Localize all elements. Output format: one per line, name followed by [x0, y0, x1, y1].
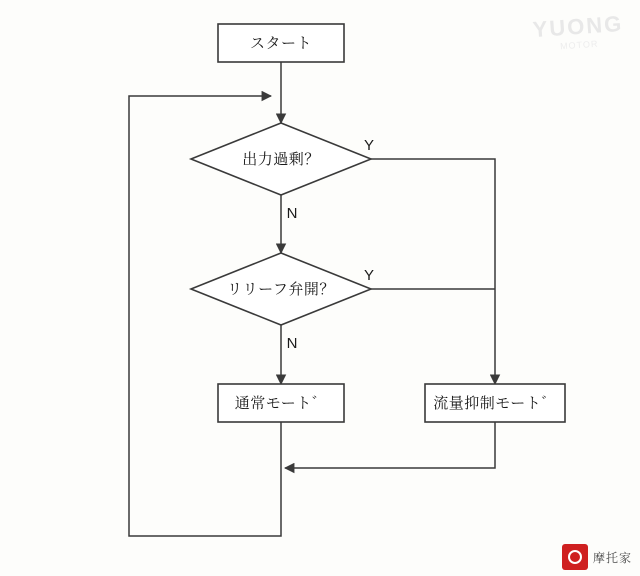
- branch-label-decision2-yes: Y: [363, 266, 375, 284]
- branch-label-decision1-no: N: [286, 204, 298, 222]
- edge-decision1-yes-to-process2: [371, 159, 495, 384]
- node-decision2-label: リリーフ弁開？: [227, 280, 335, 298]
- node-decision1-label: 出力過剰？: [242, 150, 320, 168]
- node-process2-label: 流量抑制モート゛: [433, 394, 557, 412]
- edge-process2-to-merge: [285, 422, 495, 468]
- yuong-logo-subtext: MOTOR: [560, 38, 600, 52]
- node-process1-label: 通常モート゛: [234, 394, 328, 412]
- branch-label-decision1-yes: Y: [363, 136, 375, 154]
- yuong-logo-text: YUONG: [532, 10, 625, 43]
- branch-label-decision2-no: N: [286, 334, 298, 352]
- brand-badge-icon: [562, 544, 588, 570]
- brand-watermark: [562, 544, 632, 570]
- brand-watermark-text: 摩托家: [592, 550, 632, 565]
- node-start-label: スタート: [249, 34, 313, 52]
